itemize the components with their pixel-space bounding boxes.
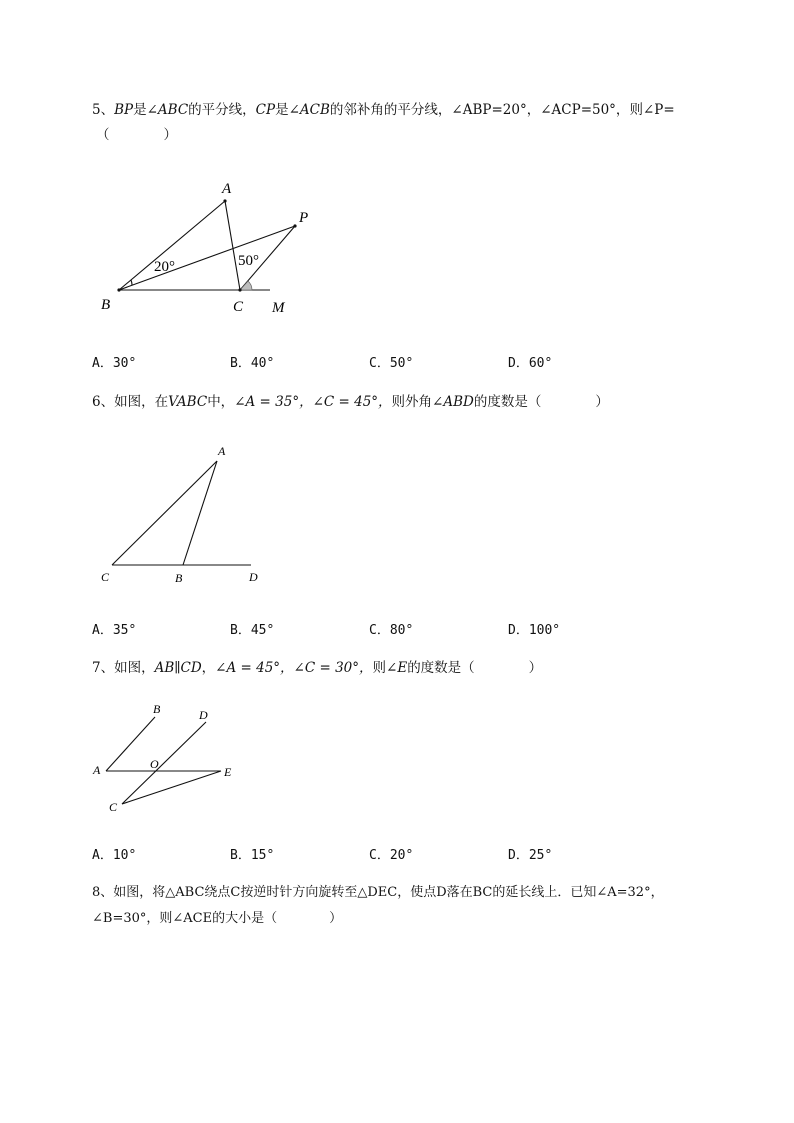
q5-label-c: C — [233, 299, 244, 315]
q6-angle-abd: ∠ABD — [432, 394, 474, 410]
q7-option-b[interactable]: B．15° — [230, 848, 275, 863]
q5-condition-1: ∠ABP=20°， — [451, 102, 541, 118]
q6-text: 如图，在 — [114, 394, 169, 410]
q7-label-a: A — [93, 763, 101, 777]
q6-option-d[interactable]: D．100° — [508, 623, 561, 638]
q5-angle-arc-b — [131, 280, 132, 285]
q5-text: 的邻补角的平分线， — [329, 102, 452, 118]
q5-angle-acb: ∠ACB — [288, 102, 330, 118]
q7-label-b: B — [153, 702, 161, 716]
q7-parallel: AB∥CD — [154, 660, 202, 676]
q6-option-c[interactable]: C．80° — [369, 623, 414, 638]
q5-segment-cp: CP — [255, 102, 276, 118]
q6-condition-2: ∠C = 45°， — [312, 394, 392, 410]
q7-angle-e: ∠E — [386, 660, 408, 676]
q6-label-b: B — [175, 571, 183, 585]
q5-point-a — [223, 199, 226, 202]
q5-option-d[interactable]: D．60° — [508, 356, 553, 371]
q5-text: 是 — [133, 102, 147, 118]
q6-label-c: C — [101, 570, 110, 584]
q7-segment-ce — [122, 771, 221, 804]
q7-option-c[interactable]: C．20° — [369, 848, 414, 863]
q5-label-p: P — [299, 210, 309, 226]
q6-option-a[interactable]: A．35° — [92, 623, 137, 638]
q5-label-b: B — [101, 297, 111, 313]
question-7-text — [92, 659, 542, 677]
q5-segment-bp — [119, 226, 295, 290]
q5-option-c[interactable]: C．50° — [369, 356, 414, 371]
q5-condition-2: ∠ACP=50°， — [540, 102, 630, 118]
q6-figure — [95, 440, 275, 590]
q7-label-o: O — [150, 757, 159, 771]
q6-text: 则外角 — [391, 394, 433, 410]
q6-question: 的度数是（ ） — [473, 394, 609, 410]
q7-text: ， — [201, 660, 216, 676]
q7-label-c: C — [109, 800, 118, 814]
q7-label-e: E — [224, 765, 232, 779]
q6-text: 中， — [207, 394, 235, 410]
q7-option-d[interactable]: D．25° — [508, 848, 553, 863]
q5-label-angle-50: 50° — [238, 253, 259, 269]
q6-option-b[interactable]: B．45° — [230, 623, 275, 638]
question-8-line-2: ∠B=30°，则∠ACE的大小是（ ） — [92, 911, 343, 926]
q6-condition-1: ∠A = 35°， — [234, 394, 313, 410]
q5-point-b — [117, 288, 120, 291]
q6-segment-ca — [112, 461, 217, 565]
q5-segment-ba — [119, 201, 225, 290]
q7-condition-1: ∠A = 45°， — [215, 660, 294, 676]
q6-label-a: A — [218, 444, 226, 458]
q5-segment-bp: BP — [114, 102, 134, 118]
q5-option-b[interactable]: B．40° — [230, 356, 275, 371]
q5-figure — [95, 172, 335, 322]
question-5-text — [92, 101, 675, 119]
q7-segment-cd — [122, 722, 206, 804]
q5-option-a[interactable]: A．30° — [92, 356, 137, 371]
q5-label-a: A — [222, 181, 232, 197]
q7-condition-2: ∠C = 30°， — [293, 660, 373, 676]
q7-text: 则 — [372, 660, 387, 676]
question-6-text — [92, 393, 609, 411]
q7-question: 的度数是（ ） — [407, 660, 543, 676]
q5-answer-blank: （ ） — [96, 127, 177, 143]
q5-text: 是 — [275, 102, 289, 118]
question-8-line-1: 8、如图，将△ABC绕点C按逆时针方向旋转至△DEC，使点D落在BC的延长线上．已知∠A=32°， — [92, 885, 664, 900]
q5-angle-abc: ∠ABC — [146, 102, 189, 118]
q6-label-d: D — [249, 570, 258, 584]
q6-number: 6、 — [92, 394, 115, 410]
q5-text: 的平分线， — [188, 102, 256, 118]
q5-number: 5、 — [92, 102, 115, 118]
q7-figure — [88, 700, 248, 820]
q5-segment-ac — [225, 201, 240, 290]
q5-point-p — [293, 224, 296, 227]
q7-text: 如图， — [114, 660, 155, 676]
q5-label-angle-20: 20° — [154, 259, 175, 275]
q7-number: 7、 — [92, 660, 115, 676]
q5-question: 则∠P= — [629, 102, 675, 118]
q5-label-m: M — [272, 300, 285, 316]
q6-triangle: VABC — [168, 394, 208, 410]
q7-option-a[interactable]: A．10° — [92, 848, 137, 863]
q7-label-d: D — [199, 708, 208, 722]
q6-segment-ab — [183, 461, 217, 565]
q5-point-c — [238, 288, 241, 291]
q7-segment-ab — [106, 717, 155, 771]
